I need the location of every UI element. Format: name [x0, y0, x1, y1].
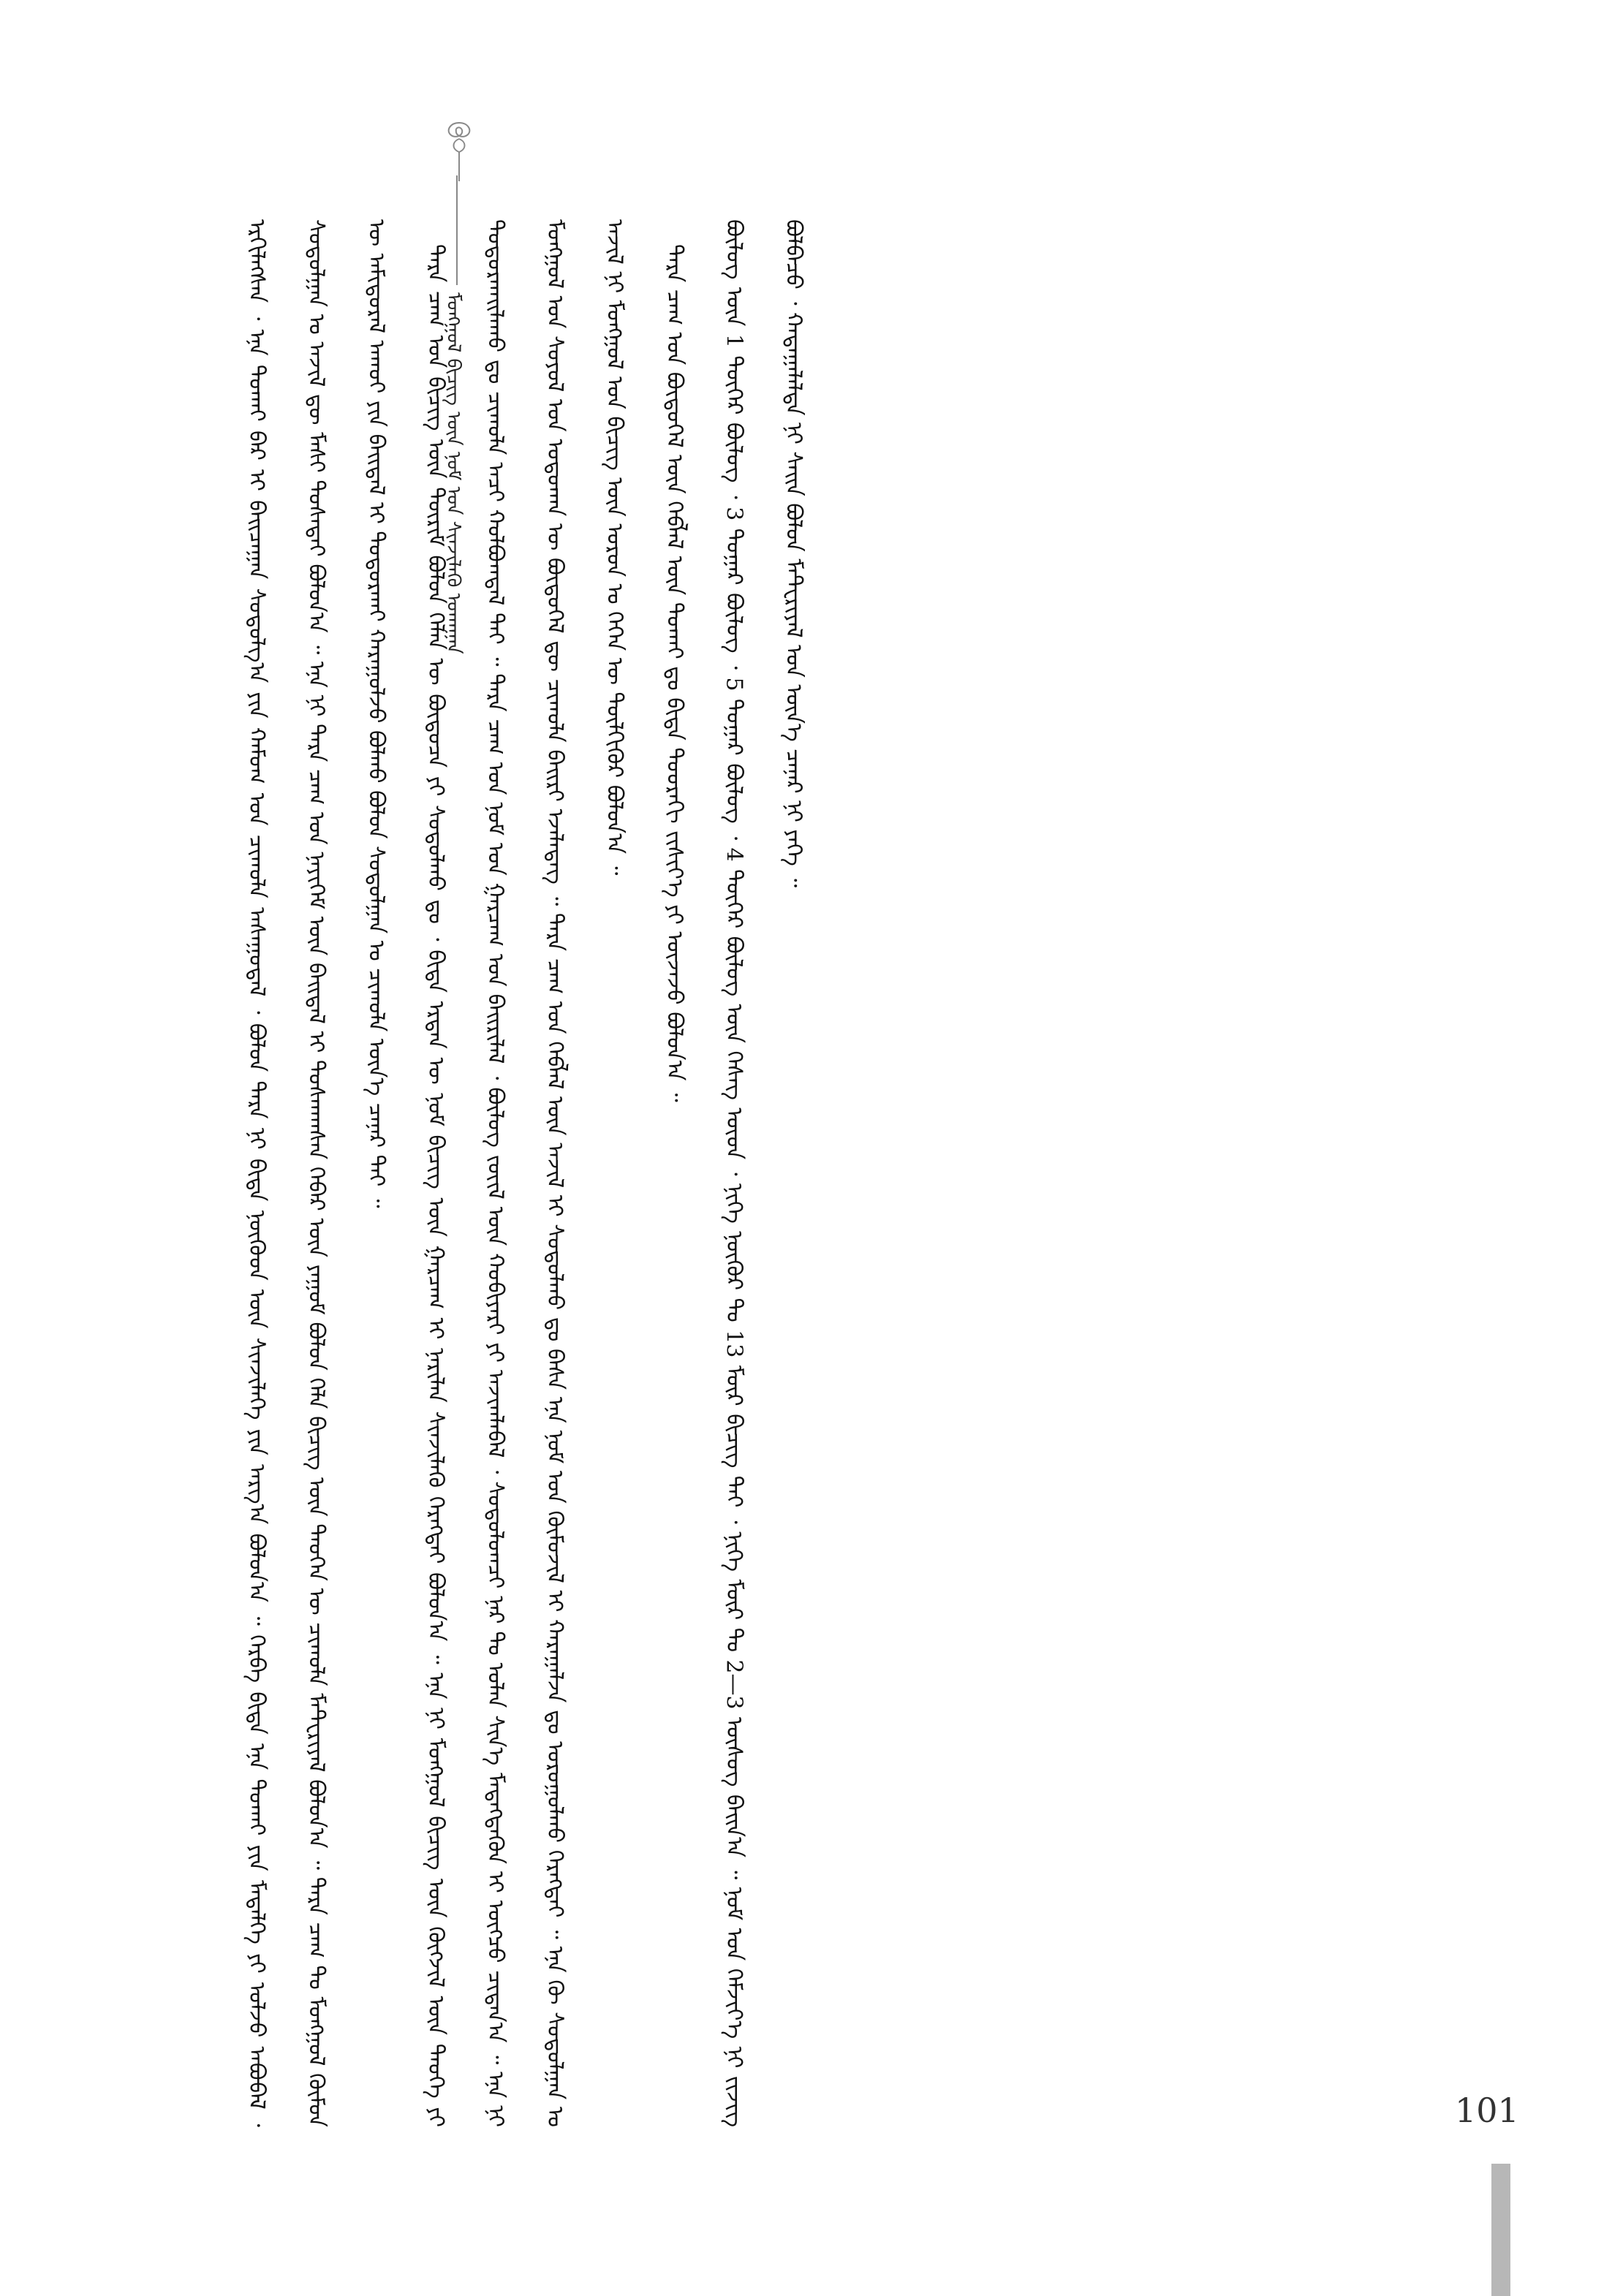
paragraph: ᠲᠡᠷᠡ ᠴᠠᠭ ᠤᠨ ᠪᠦᠲᠦᠭᠡᠯ ᠦᠨ ᠬᠡᠪᠯᠡᠯ ᠦᠨ ᠲᠣᠬᠠᠢ ᠳᠤ ᠪᠢᠳᠡ ᠳᠣᠣᠷᠠᠬᠢ ᠵᠢᠱᠢᠶ᠎ᠡ ᠶᠢ ᠦᠵᠡᠵᠦ ᠪᠣᠯᠤᠨ᠎ᠠ ᠃: [661, 244, 687, 1102]
header-ornament-icon: [437, 117, 481, 183]
page-tab: [1491, 2164, 1510, 2296]
paragraph: ᠡᠷᠬᠢᠯᠡᠭᠰᠡᠨ ᠂ ᠡᠨᠡ ᠲᠤᠬᠠᠢ ᠪᠠᠷ ᠢ ᠪᠠᠢᠴᠠᠭᠠᠨ ᠰᠤᠳᠤᠯᠭ᠎ᠠ ᠶᠢᠨ ᠬᠠᠮᠤᠭ ᠤᠨ ᠴᠢᠬᠤᠯᠠ ᠠᠰᠠᠭᠤᠳᠠᠯ ᠂ ᠪᠣᠯᠤᠨ ᠲᠡᠷᠡ ᠨᠢ ᠪᠢᠳᠡ ᠨᠦᠭᠦᠳ ᠦᠨ ᠰᠢᠨᠵᠢᠯᠡᠭᠡ ᠶᠢᠨ ᠠᠷᠭ᠎ᠠ ᠪᠣᠯᠤᠨ᠎ᠠ ᠃ ᠬᠡᠷᠪᠡ ᠪᠢᠳᠡ ᠡᠨᠡ ᠲᠤᠬᠠᠢ ᠶᠢᠨ ᠮᠡᠳᠡᠯᠭᠡ ᠶᠢ ᠣᠯᠵᠤ ᠠᠪᠤᠪᠠᠯ ᠂ ᠰᠤᠳᠤᠯᠭᠠᠨ ᠤ ᠠᠵᠢᠯ ᠳᠦ ᠮᠠᠰᠢ ᠲᠤᠰᠠᠲᠠᠢ ᠪᠣᠯᠤᠨ᠎ᠠ ᠃ ᠡᠨᠡ ᠨᠢ ᠲᠡᠷᠡ ᠴᠠᠭ ᠤᠨ ᠨᠡᠶᠢᠭᠡᠮ ᠦᠨ ᠪᠠᠢᠳᠠᠯ ᠢ ᠲᠤᠰᠬᠠᠭᠰᠠᠨ ᠬᠡᠪᠡᠷ ᠦᠨ ᠶᠠᠭᠤᠮ ᠪᠣᠯᠤᠨ ᠬᠡᠯᠡ ᠪᠢᠴᠢᠭ ᠦᠨ ᠲᠡᠦᠬᠡᠨ ᠦ ᠴᠢᠬᠤᠯᠠ ᠮᠠᠲ᠋ᠧᠷᠢᠶᠠᠯ ᠪᠣᠯᠤᠨ᠎ᠠ ᠃ ᠲᠡᠷᠡ ᠴᠠᠭ ᠲᠤ ᠮᠣᠩᠭᠣᠯ ᠬᠦᠮᠦᠨ ᠦ ᠠᠮᠢᠳᠤᠷᠠᠯ ᠠᠬᠤᠢ ᠶᠢᠨ ᠪᠠᠢᠳᠠᠯ ᠢ ᠲᠣᠳᠤᠷᠬᠠᠢ ᠬᠠᠷᠠᠭᠤᠯᠵᠤ ᠪᠣᠯᠬᠤ ᠪᠣᠯᠤᠨ ᠰᠤᠳᠤᠯᠭᠠᠨ ᠤ ᠴᠢᠬᠤᠯᠠ ᠦᠨ᠎ᠡ ᠴᠡᠨᠡᠷ ᠲᠡᠢ ᠃: [243, 219, 389, 2127]
body-text: [227, 219, 1440, 2127]
paragraph: ᠲᠡᠷᠡ ᠴᠠᠭ ᠤᠨ ᠪᠢᠴᠢᠭ ᠦᠨ ᠳᠦᠷᠢᠮ ᠪᠣᠯᠤᠨ ᠬᠡᠯᠡᠨ ᠦ ᠪᠦᠲᠦᠴᠡ ᠶᠢ ᠰᠤᠳᠤᠯᠬᠤ ᠳᠤ ᠂ ᠪᠢᠳᠡ ᠡᠷᠲᠡᠨ ᠦ ᠨᠣᠮ ᠪᠢᠴᠢᠭ ᠦᠨ ᠭᠠᠷᠴᠠᠭ ᠢ ᠨᠠᠷᠢᠯᠠᠨ ᠰᠢᠨᠵᠢᠯᠡᠬᠦ ᠬᠡᠷᠡᠭᠲᠡᠢ ᠪᠣᠯᠤᠨ᠎ᠠ ᠃ ᠡᠨᠡ ᠨᠢ ᠮᠣᠩᠭᠣᠯ ᠪᠢᠴᠢᠭ ᠦᠨ ᠬᠥᠭᠵᠢᠯ ᠦᠨ ᠲᠡᠦᠬᠡ ᠶᠢ ᠲᠣᠳᠤᠷᠬᠠᠢᠯᠠᠬᠤ ᠳᠤ ᠴᠢᠬᠤᠯᠠ ᠠᠴᠢ ᠬᠣᠯᠪᠣᠭᠳᠠᠯ ᠲᠠᠢ ᠃ ᠲᠡᠷᠡ ᠴᠠᠭ ᠤᠨ ᠨᠣᠮ ᠤᠨ ᠭᠠᠷᠴᠠᠭ ᠤᠨ ᠪᠠᠢᠷᠢᠯᠠᠯ ᠂ ᠪᠦᠯᠦᠭ ᠵᠦᠢᠯ ᠦᠨ ᠬᠤᠪᠢᠶᠠᠷᠢ ᠶᠢ ᠠᠵᠢᠭᠯᠠᠪᠠᠯ ᠂ ᠰᠤᠳᠤᠯᠤᠭᠴᠢ ᠨᠠᠷ ᠲᠤ ᠣᠯᠠᠨ ᠰᠢᠨ᠎ᠡ ᠮᠡᠳᠡᠭᠳᠡᠬᠦᠨ ᠢ ᠥᠭᠴᠦ ᠴᠢᠳᠠᠨ᠎ᠠ ᠃ ᠡᠨᠡ ᠨᠢ ᠮᠣᠩᠭᠣᠯ ᠤᠨ ᠰᠣᠶᠣᠯ ᠤᠨ ᠣᠳᠣᠬᠠᠨ ᠦ ᠪᠦᠲᠦᠭᠡᠯ ᠳᠦ ᠴᠢᠬᠤᠯᠠ ᠪᠠᠢᠷᠢ ᠡᠵᠡᠯᠡᠳᠡᠭ ᠃ ᠲᠡᠷᠡ ᠴᠠᠭ ᠤᠨ ᠬᠡᠪᠯᠡᠯ ᠦᠨ ᠠᠵᠢᠯ ᠢ ᠰᠤᠳᠤᠯᠬᠤ ᠳᠤ ᠪᠠᠰᠠ ᠡᠨᠡ ᠨᠣᠮ ᠤᠨ ᠬᠦᠮᠦᠵᠢᠯ ᠢ ᠬᠠᠷᠠᠭᠠᠯᠵᠠ ᠳᠤ ᠣᠷᠤᠭᠤᠯᠬᠤ ᠬᠡᠷᠡᠭᠲᠡᠢ ᠃ ᠡᠨᠡ ᠬᠦ ᠰᠤᠳᠤᠯᠭᠠᠨ ᠤ ᠠᠵᠢᠯ ᠨᠢ ᠮᠣᠩᠭᠣᠯ ᠤᠨ ᠪᠢᠴᠢᠭ ᠦᠨ ᠣᠷᠤᠨ ᠤ ᠭᠡᠭᠡᠨ ᠦ ᠲᠦᠯᠬᠢᠭᠦᠷ ᠪᠣᠯᠤᠨ᠎ᠠ ᠃: [423, 219, 628, 2127]
running-head: ᠮᠣᠩᠭᠣᠯ ᠪᠢᠴᠢᠭ ᠦᠨ ᠨᠣᠮ ᠤᠨ ᠰᠢᠨᠵᠢᠯᠡᠬᠦ ᠤᠬᠠᠭᠠᠨ: [442, 292, 464, 654]
page-number: 101: [1455, 2091, 1519, 2130]
paragraph: ᠪᠦᠯᠦᠭ ᠦᠨ 1 ᠳᠦᠭᠡᠷ ᠪᠦᠯᠦᠭ ᠂ 3 ᠳᠤᠭᠠᠷ ᠪᠦᠯᠦᠭ ᠂ 5 ᠳᠤᠭᠠᠷ ᠪᠦᠯᠦᠭ ᠂ 4 ᠳᠦᠭᠡᠷ ᠪᠦᠯᠦᠭ ᠦᠨ ᠬᠡᠰᠡᠭ ᠦᠳ ᠂ ᠨᠢᠭᠡ ᠨᠦᠭᠦᠷ ᠲᠤ 13 ᠮᠥᠷ ᠪᠢᠴᠢᠭ ᠲᠡᠢ ᠂ ᠨᠢᠭᠡ ᠮᠥᠷ ᠲᠤ 2—3 ᠦᠰᠦᠭ ᠪᠠᠢᠨ᠎ᠠ ᠃ ᠨᠣᠮ ᠤᠨ ᠬᠡᠮᠵᠢᠶ᠎ᠡ ᠨᠢ ᠵᠢᠵᠢᠭ ᠪᠣᠯᠪᠠᠴᠤ ᠂ ᠬᠠᠳᠠᠭᠠᠯᠠᠯᠲᠠ ᠨᠢ ᠰᠠᠢᠨ ᠪᠣᠯᠤᠨ ᠮᠠᠲ᠋ᠧᠷᠢᠶᠠᠯ ᠤᠨ ᠦᠨ᠎ᠡ ᠴᠡᠨᠡᠷ ᠨᠢ ᠶᠡᠬᠡ ᠃: [721, 219, 806, 2127]
